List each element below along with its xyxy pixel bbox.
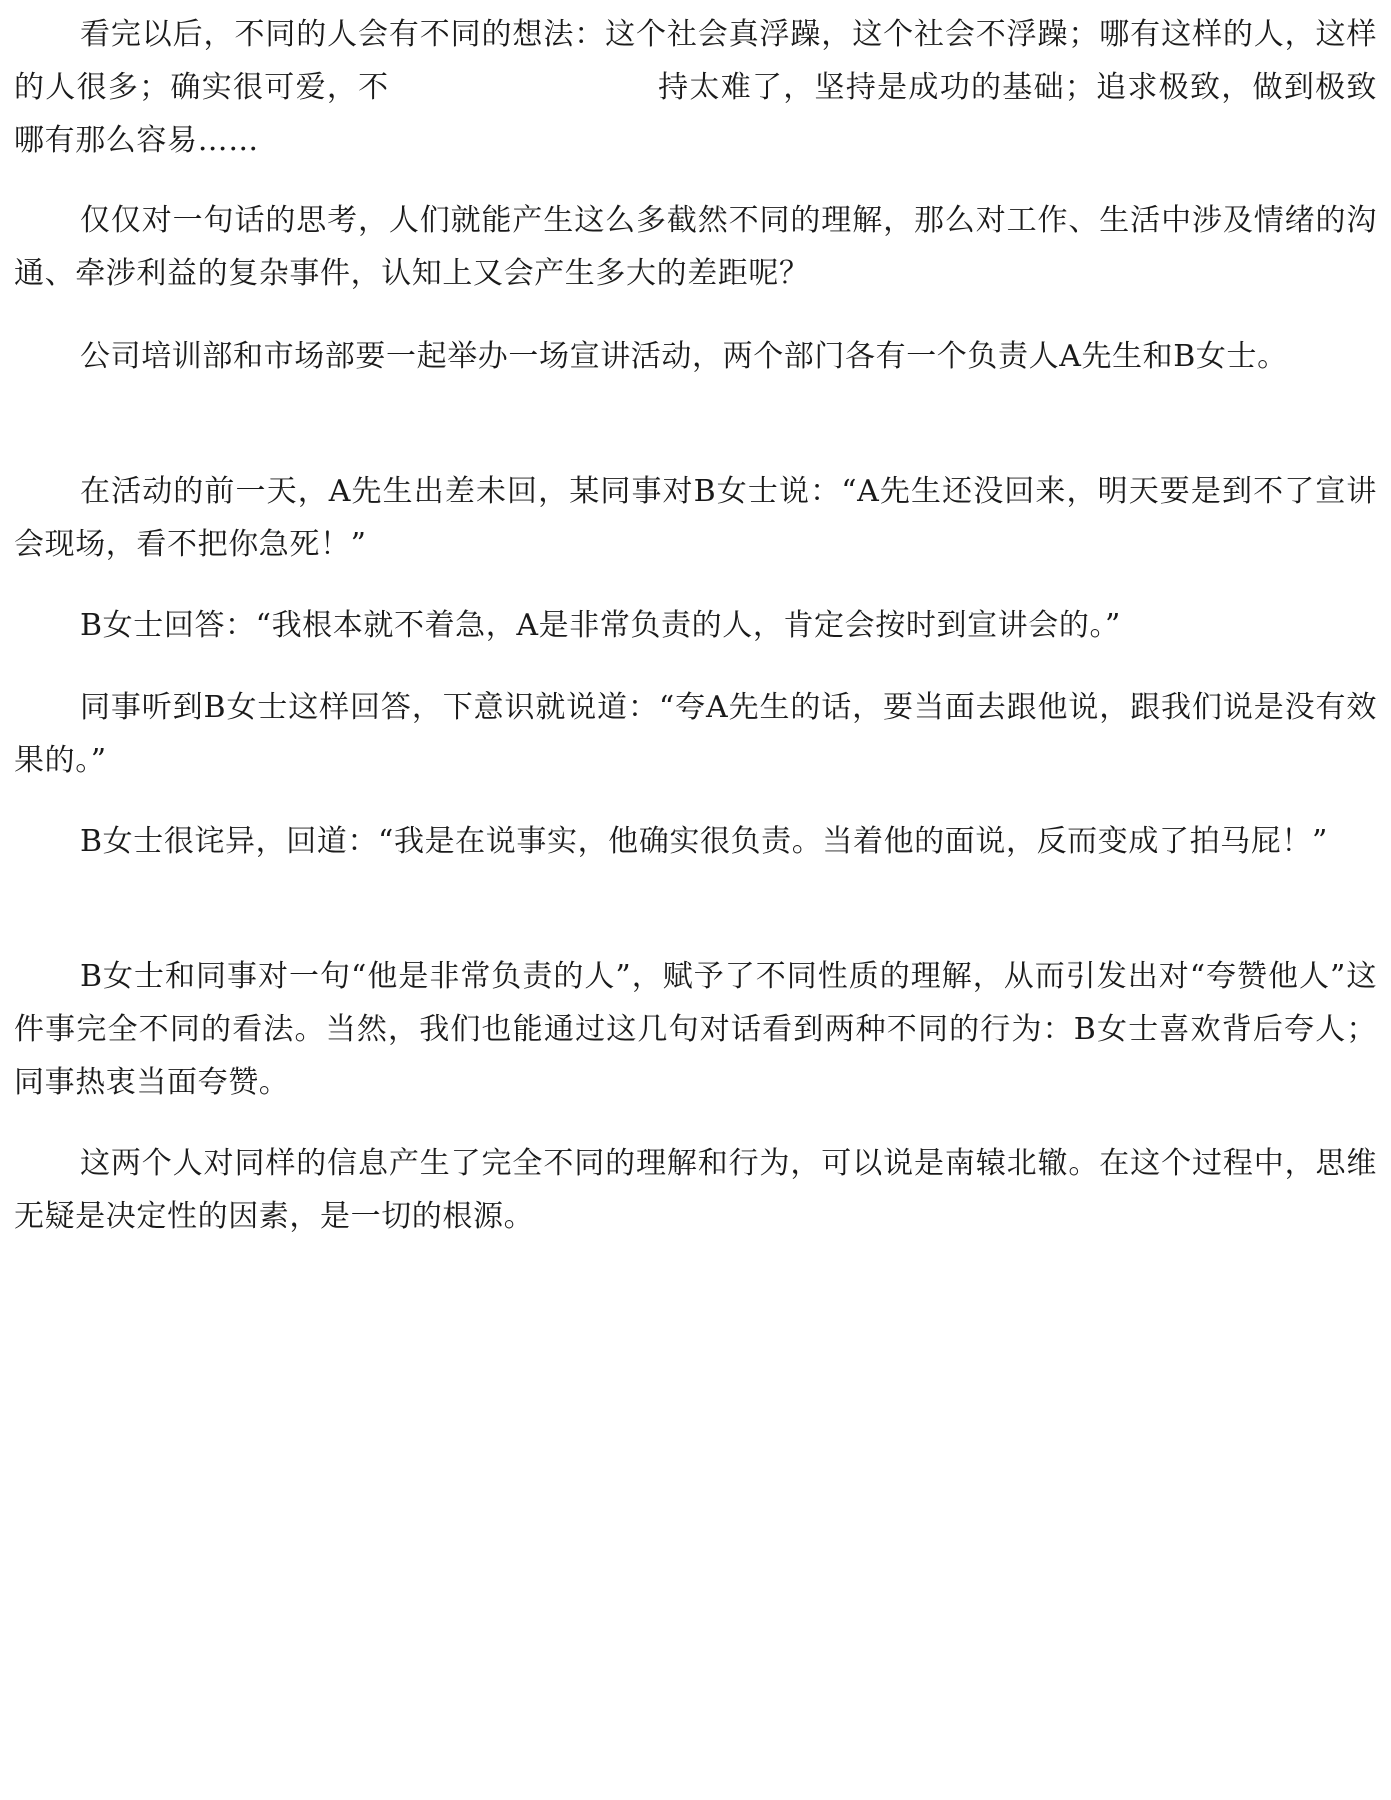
paragraph-1 (14, 8, 1377, 167)
paragraph-7: B女士很诧异，回道：“我是在说事实，他确实很负责。当着他的面说，反而变成了拍马屁！” (80, 824, 1328, 859)
paragraph-8: B女士和同事对一句“他是非常负责的人”，赋予了不同性质的理解，从而引发出对“夸赞他人”这件事完全不同的看法。当然，我们也能通过这几句对话看到两种不同的行为：B女士喜欢背后夸人；同事热衷当面夸赞。 (14, 959, 1377, 1100)
paragraph-4: 在活动的前一天，A先生出差未回，某同事对B女士说：“A先生还没回来，明天要是到不了宣讲会现场，看不把你急死！” (14, 474, 1377, 562)
paragraph-2: 仅仅对一句话的思考，人们就能产生这么多截然不同的理解，那么对工作、生活中涉及情绪的沟通、牵涉利益的复杂事件，认知上又会产生多大的差距呢？ (14, 203, 1377, 291)
paragraph-5: B女士回答：“我根本就不着急，A是非常负责的人，肯定会按时到宣讲会的。” (80, 608, 1121, 643)
paragraph-6: 同事听到B女士这样回答，下意识就说道：“夸A先生的话，要当面去跟他说，跟我们说是没有效果的。” (14, 690, 1377, 778)
paragraph-1-text-end: 持太难了，坚持是成功的基础；追求极致，做到极致哪有那么容易…… (14, 70, 1377, 158)
paragraph-1-text-start: 看完以后，不同的人会有不同的想法：这个社会真浮躁，这个社会不浮躁；哪有这样的人，这样的人很多；确实很可爱，不 (14, 17, 1377, 105)
paragraph-9: 这两个人对同样的信息产生了完全不同的理解和行为，可以说是南辕北辙。在这个过程中，思维无疑是决定性的因素，是一切的根源。 (14, 1146, 1377, 1234)
paragraph-3: 公司培训部和市场部要一起举办一场宣讲活动，两个部门各有一个负责人A先生和B女士。 (80, 339, 1288, 374)
